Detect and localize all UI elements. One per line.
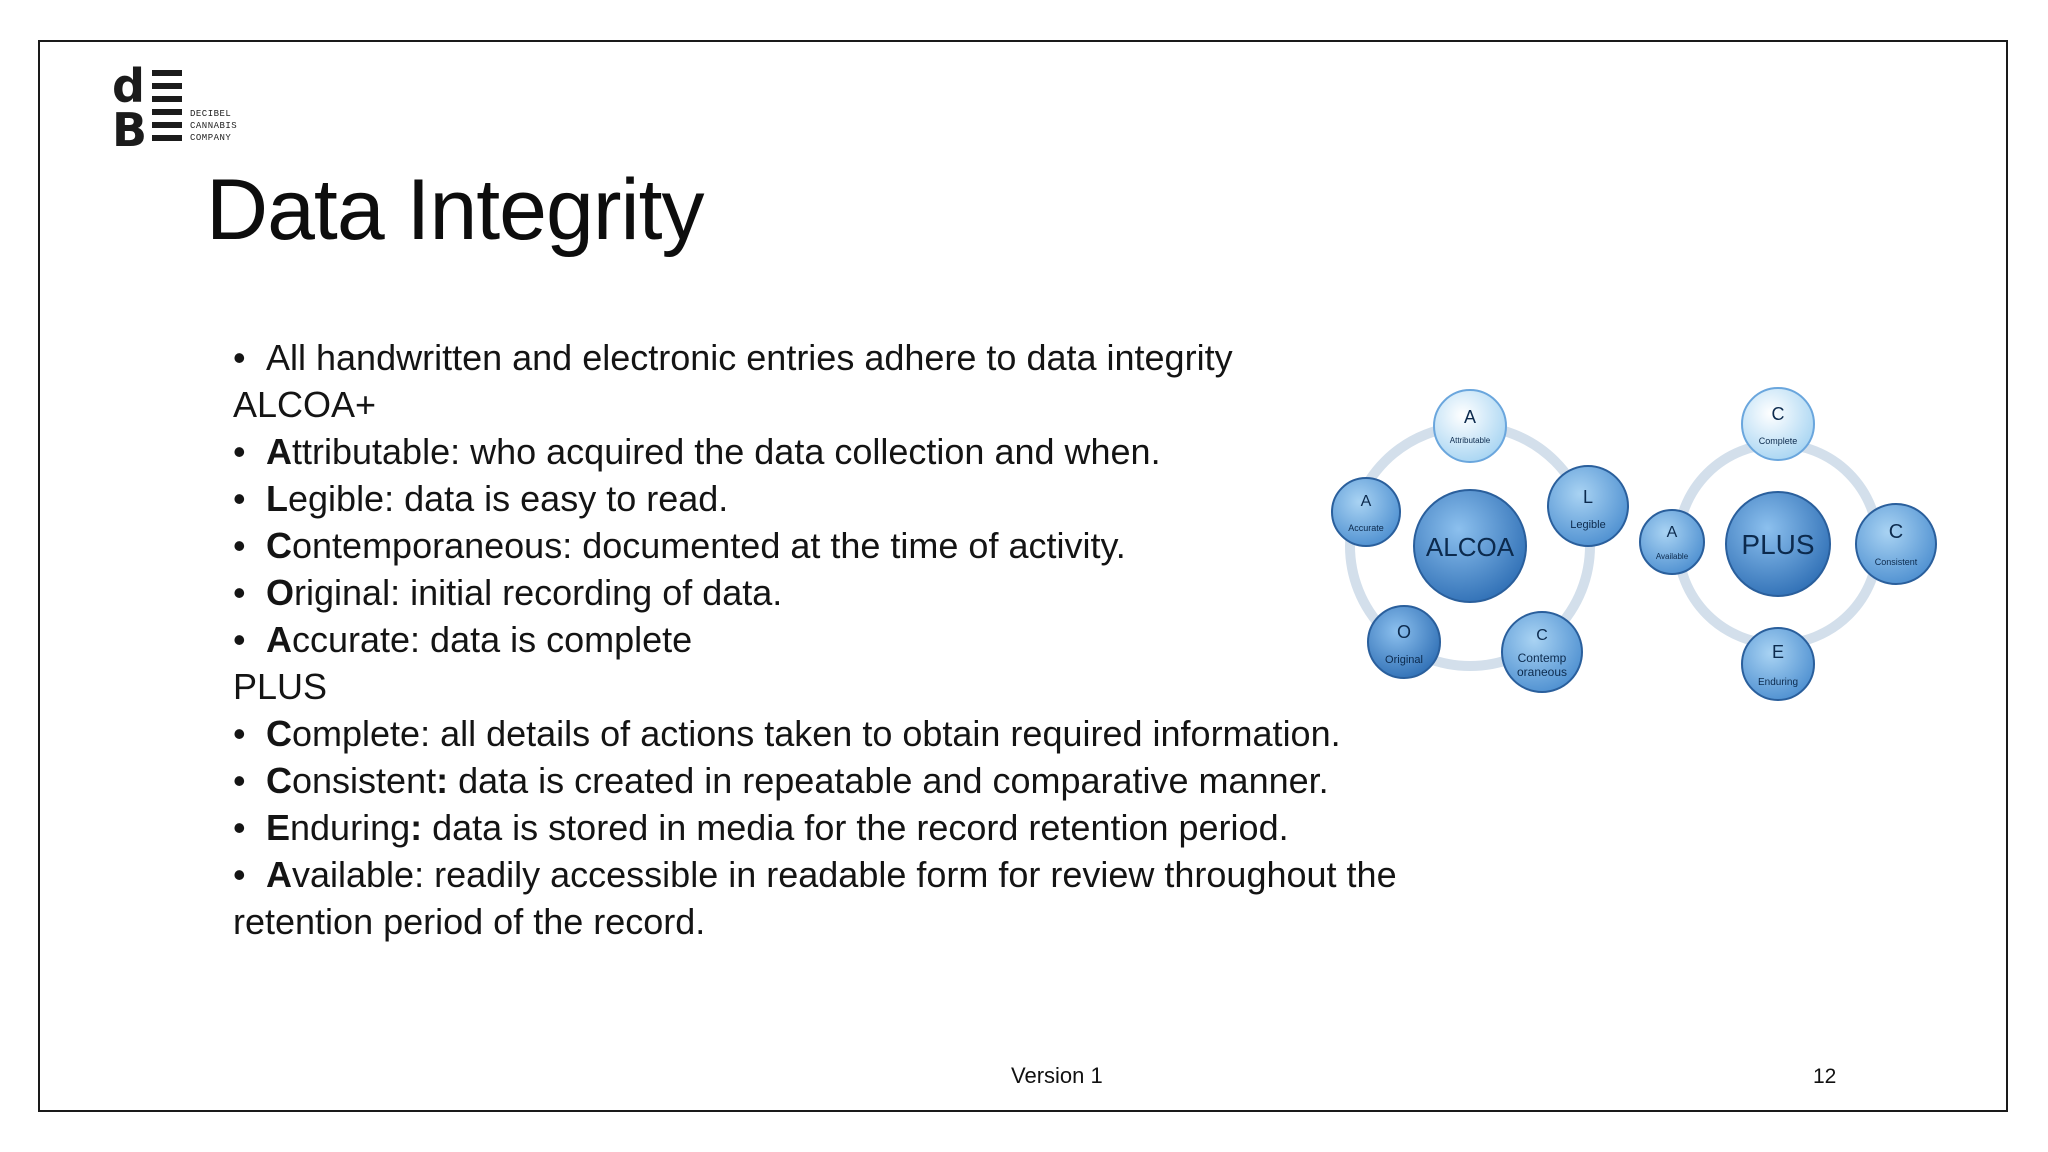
alcoa-node-accurate [1332,478,1400,546]
page-number: 12 [1813,1065,1837,1088]
plus-node-available [1640,510,1704,574]
footer-version: Version 1 [1011,1063,1103,1088]
alcoa-cycle [1332,390,1628,692]
alcoa-plus-diagram [1320,376,1960,716]
plus-center-label: PLUS [1741,529,1815,560]
bullet-item: • Enduring: data is stored in media for the record retention period. [233,807,1289,848]
svg-text:O: O [1396,622,1412,642]
svg-text:A: A [1463,407,1477,427]
bullet-continuation: retention period of the record. [233,901,706,942]
svg-text:A: A [1666,524,1678,541]
svg-text:Accurate: Accurate [1348,523,1384,533]
bullet-item: • Legible: data is easy to read. [233,478,729,519]
bullet-item: • All handwritten and electronic entries adhere to data integrity [233,337,1233,378]
alcoa-center-label: ALCOA [1425,532,1515,562]
svg-text:Contemp: Contemp [1517,651,1567,665]
company-logo [112,59,242,157]
logo-letter-d: d [112,59,145,113]
svg-text:C: C [1536,627,1548,644]
logo-mark [112,59,148,157]
svg-text:C: C [1888,521,1904,543]
bullet-item: • Attributable: who acquired the data collection and when. [233,431,1161,472]
logo-wordmark: DECIBEL CANNABIS COMPANY [190,109,238,143]
plus-node-consistent [1856,504,1936,584]
alcoa-node-original [1368,606,1440,678]
svg-text:E: E [1771,642,1785,662]
svg-text:Complete: Complete [1758,436,1798,446]
slide-title: Data Integrity [206,162,704,258]
bullet-item: • Contemporaneous: documented at the time of activity. [233,525,1126,566]
svg-text:Attributable: Attributable [1449,436,1491,445]
logo-bars-icon [152,70,182,148]
plus-node-enduring [1742,628,1814,700]
bullet-item: • Original: initial recording of data. [233,572,783,613]
plus-cycle [1640,388,1936,700]
bullet-item: • Available: readily accessible in readable form for review throughout the [233,854,1397,895]
slide-body [233,334,1493,945]
svg-text:L: L [1582,487,1594,507]
svg-text:Available: Available [1655,552,1689,561]
svg-text:Original: Original [1385,654,1423,666]
bullet-item: • Consistent: data is created in repeatable and comparative manner. [233,760,1329,801]
alcoa-heading: ALCOA+ [233,384,377,425]
svg-text:A: A [1360,493,1372,510]
svg-text:Consistent: Consistent [1874,557,1918,567]
plus-heading: PLUS [233,666,328,707]
plus-node-complete [1742,388,1814,460]
logo-letter-b: B [112,103,148,157]
svg-text:oraneous: oraneous [1516,665,1568,679]
bullet-item: • Accurate: data is complete [233,619,693,660]
svg-text:Legible: Legible [1570,519,1606,531]
svg-text:Enduring: Enduring [1757,677,1799,688]
bullet-item: • Complete: all details of actions taken to obtain required information. [233,713,1341,754]
svg-text:C: C [1771,404,1785,424]
